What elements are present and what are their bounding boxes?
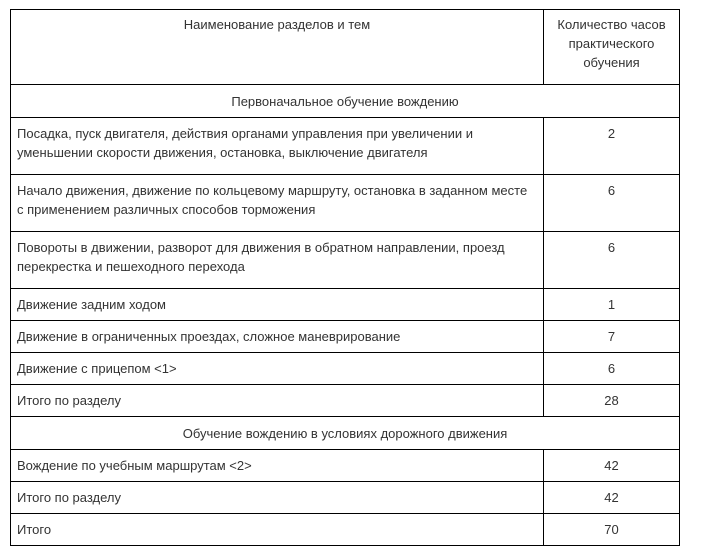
table-row	[11, 353, 680, 385]
table-row	[11, 321, 680, 353]
header-name-cell: Наименование разделов и тем	[11, 10, 544, 85]
topic-name: Повороты в движении, разворот для движения в обратном направлении, проезд перекрестка и пешеходного перехода	[11, 232, 544, 289]
section-heading-row	[11, 85, 680, 118]
section-heading-row	[11, 417, 680, 450]
topic-name: Начало движения, движение по кольцевому маршруту, остановка в заданном месте с применением различных способов торможения	[11, 175, 544, 232]
topic-name: Движение в ограниченных проездах, сложное маневрирование	[11, 321, 544, 353]
table-row	[11, 175, 680, 232]
table-row	[11, 450, 680, 482]
topic-hours: 1	[544, 289, 680, 321]
topic-hours: 42	[544, 450, 680, 482]
table-row	[11, 289, 680, 321]
topic-hours: 7	[544, 321, 680, 353]
table-header-row	[11, 10, 680, 85]
subtotal-hours: 42	[544, 482, 680, 514]
topic-name: Движение с прицепом <1>	[11, 353, 544, 385]
subtotal-label: Итого по разделу	[11, 482, 544, 514]
subtotal-label: Итого по разделу	[11, 385, 544, 417]
table-row	[11, 232, 680, 289]
topic-name: Посадка, пуск двигателя, действия органами управления при увеличении и уменьшении скорости движения, остановка, выключение двигателя	[11, 118, 544, 175]
total-hours: 70	[544, 514, 680, 546]
topic-hours: 6	[544, 232, 680, 289]
subtotal-row	[11, 482, 680, 514]
topic-name: Движение задним ходом	[11, 289, 544, 321]
topic-hours: 6	[544, 353, 680, 385]
subtotal-row	[11, 385, 680, 417]
total-label: Итого	[11, 514, 544, 546]
table-row	[11, 118, 680, 175]
subtotal-hours: 28	[544, 385, 680, 417]
header-hours-cell: Количество часов практического обучения	[544, 10, 680, 85]
section-title: Обучение вождению в условиях дорожного движения	[11, 417, 680, 450]
topic-hours: 6	[544, 175, 680, 232]
total-row	[11, 514, 680, 546]
topic-hours: 2	[544, 118, 680, 175]
topic-name: Вождение по учебным маршрутам <2>	[11, 450, 544, 482]
training-hours-table	[10, 9, 680, 546]
section-title: Первоначальное обучение вождению	[11, 85, 680, 118]
